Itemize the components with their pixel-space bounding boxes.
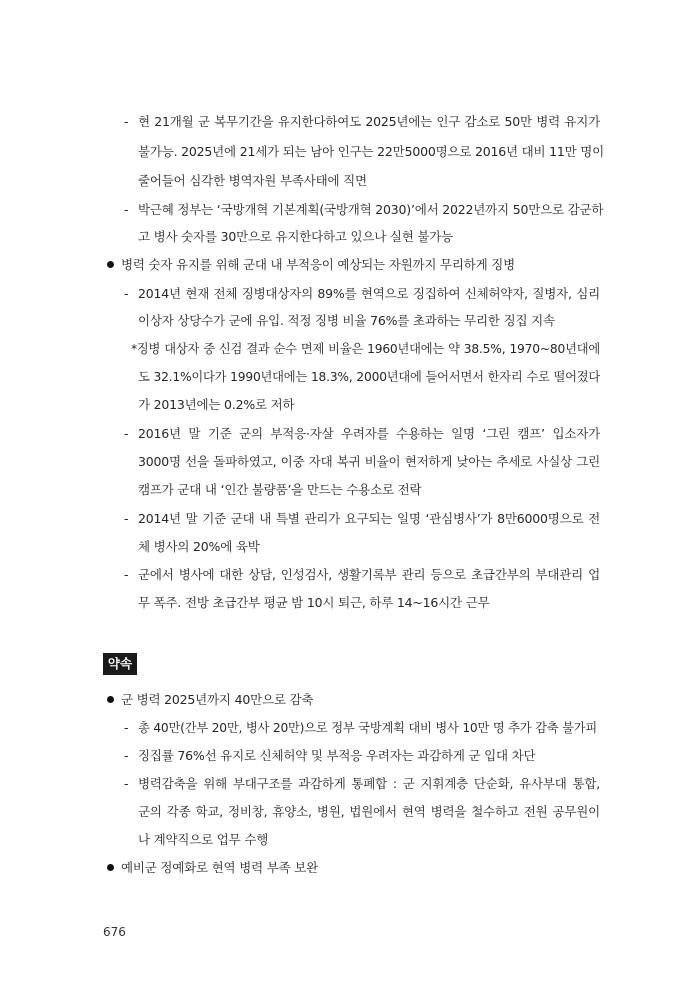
dash-marker: - (124, 426, 129, 441)
text-line: 불가능. 2025년에 21세가 되는 남아 인구는 22만5000명으로 2016년 대비 11만 명이 (138, 144, 605, 159)
bullet-dot (107, 261, 114, 268)
text-line: 병력감축을 위해 부대구조를 과감하게 통폐합 : 군 지휘계층 단순화, 유사부대 통합, (138, 776, 600, 791)
dash-marker: - (124, 567, 129, 582)
dash-marker: - (124, 114, 129, 129)
text-line: 2016년 말 기준 군의 부적응·자살 우려자를 수용하는 일명 ‘그린 캠프’ 입소자가 (138, 426, 600, 441)
page-number: 676 (103, 925, 126, 939)
dash-marker: - (124, 202, 129, 217)
bullet-dot (107, 696, 114, 703)
text-line: 고 병사 숫자를 30만으로 유지한다하고 있으나 실현 불가능 (138, 229, 454, 244)
footnote-line: 가 2013년에는 0.2%로 저하 (138, 397, 295, 412)
text-line: 무 폭주. 전방 초급간부 평균 밤 10시 퇴근, 하루 14~16시간 근무 (138, 595, 490, 610)
text-line: 현 21개월 군 복무기간을 유지한다하여도 2025년에는 인구 감소로 50만 병력 유지가 (138, 114, 600, 129)
dash-marker: - (124, 720, 129, 735)
footnote-line: *징병 대상자 중 신검 결과 순수 면제 비율은 1960년대에는 약 38.5%, 1970~80년대에 (131, 342, 600, 356)
dash-marker: - (124, 748, 129, 763)
text-line: 2014년 말 기준 군대 내 특별 관리가 요구되는 일명 ‘관심병사’가 8만6000명으로 전 (138, 511, 600, 526)
text-line: 징집률 76%선 유지로 신체허약 및 부적응 우려자는 과감하게 군 입대 차단 (138, 748, 536, 763)
text-line: 3000명 선을 돌파하였고, 이중 자대 복귀 비율이 현저하게 낮아는 추세로 사실상 그린 (138, 454, 600, 469)
text-line: 군의 각종 학교, 정비창, 휴양소, 병원, 법원에서 현역 병력을 철수하고 전원 공무원이 (138, 804, 600, 819)
bullet-heading: 군 병력 2025년까지 40만으로 감축 (121, 692, 314, 707)
text-line: 나 계약직으로 업무 수행 (138, 832, 269, 847)
dash-marker: - (124, 776, 129, 791)
text-line: 박근혜 정부는 ‘국방개혁 기본계획(국방개혁 2030)’에서 2022년까지 50만으로 감군하 (138, 202, 604, 217)
text-line: 체 병사의 20%에 육박 (138, 539, 260, 554)
bullet-dot (107, 864, 114, 871)
text-line: 총 40만(간부 20만, 병사 20만)으로 정부 국방계획 대비 병사 10만 명 추가 감축 불가피 (138, 721, 597, 735)
dash-marker: - (124, 286, 129, 301)
footnote-line: 도 32.1%이다가 1990년대에는 18.3%, 2000년대에 들어서면서 한자리 수로 떨어졌다 (138, 370, 600, 384)
section-badge: 약속 (103, 653, 137, 675)
bullet-heading: 예비군 정예화로 현역 병력 부족 보완 (121, 860, 318, 875)
dash-marker: - (124, 511, 129, 526)
text-line: 군에서 병사에 대한 상담, 인성검사, 생활기록부 관리 등으로 초급간부의 부대관리 업 (138, 567, 600, 582)
text-line: 2014년 현재 전체 징병대상자의 89%를 현역으로 징집하여 신체허약자, 질병자, 심리 (138, 286, 600, 301)
bullet-heading: 병력 숫자 유지를 위해 군대 내 부적응이 예상되는 자원까지 무리하게 징병 (121, 257, 515, 272)
text-line: 이상자 상당수가 군에 유입. 적정 징병 비율 76%를 초과하는 무리한 징집 지속 (138, 313, 555, 328)
text-line: 캠프가 군대 내 ‘인간 불량품’을 만드는 수용소로 전락 (138, 482, 422, 497)
text-line: 줄어들어 심각한 병역자원 부족사태에 직면 (138, 173, 367, 188)
